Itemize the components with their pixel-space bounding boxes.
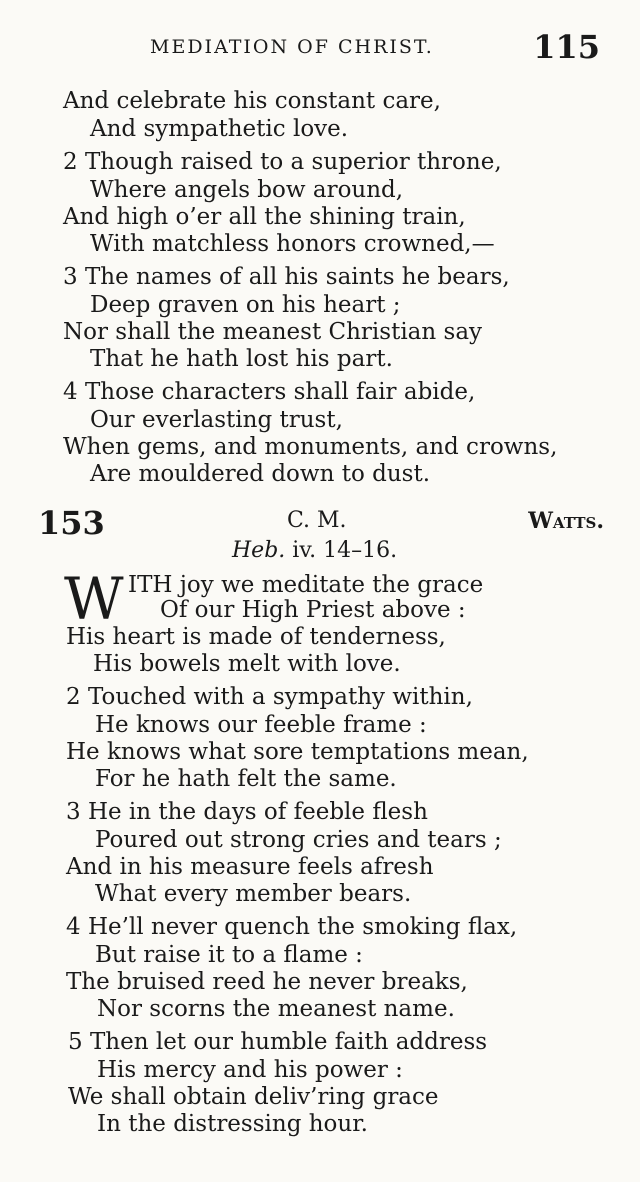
- verse-line: He knows what sore temptations mean,: [66, 739, 529, 765]
- verse-line: He knows our feeble frame :: [95, 712, 427, 738]
- verse-line: His mercy and his power :: [97, 1057, 403, 1083]
- verse-line: His bowels melt with love.: [93, 651, 401, 677]
- first-line-text: joy we meditate the grace: [179, 572, 484, 598]
- verse-line: And celebrate his constant care,: [63, 88, 441, 114]
- running-title: MEDIATION OF CHRIST.: [150, 36, 434, 58]
- verse-line: Where angels bow around,: [90, 177, 404, 203]
- verse-line: And sympathetic love.: [90, 116, 349, 142]
- hymn-meter: C. M.: [287, 508, 347, 533]
- verse-line: For he hath felt the same.: [95, 766, 397, 792]
- verse-line: What every member bears.: [95, 881, 412, 907]
- verse-line: Poured out strong cries and tears ;: [95, 827, 502, 853]
- verse-line: Deep graven on his heart ;: [90, 292, 401, 318]
- hymn-author: Watts.: [528, 508, 604, 534]
- verse-line: Nor shall the meanest Christian say: [63, 319, 483, 345]
- scripture-book: Heb.: [232, 538, 286, 563]
- verse-line: Our everlasting trust,: [90, 407, 343, 433]
- page-number: 115: [533, 28, 600, 66]
- verse-line: Of our High Priest above :: [160, 597, 466, 623]
- verse-line: That he hath lost his part.: [90, 346, 393, 372]
- verse-line: Nor scorns the meanest name.: [97, 996, 455, 1022]
- verse-line: 4 He’ll never quench the smoking flax,: [66, 914, 518, 940]
- first-line-caps: ITH: [128, 572, 173, 598]
- verse-line: In the distressing hour.: [97, 1111, 368, 1137]
- verse-line: 3 The names of all his saints he bears,: [63, 264, 510, 290]
- drop-cap: W: [64, 565, 124, 633]
- verse-line: Are mouldered down to dust.: [90, 461, 431, 487]
- verse-line: And in his measure feels afresh: [66, 854, 434, 880]
- verse-line: 5 Then let our humble faith address: [68, 1029, 488, 1055]
- verse-line: And high o’er all the shining train,: [63, 204, 466, 230]
- verse-line: With matchless honors crowned,—: [90, 231, 495, 257]
- first-line: [128, 572, 483, 598]
- hymn-number: 153: [38, 504, 105, 542]
- verse-line: 2 Touched with a sympathy within,: [66, 684, 473, 710]
- verse-line: 4 Those characters shall fair abide,: [63, 379, 476, 405]
- verse-line: We shall obtain deliv’ring grace: [68, 1084, 439, 1110]
- verse-line: 2 Though raised to a superior throne,: [63, 149, 502, 175]
- verse-line: The bruised reed he never breaks,: [66, 969, 468, 995]
- scripture-reference: [232, 538, 397, 563]
- verse-line: His heart is made of tenderness,: [66, 624, 446, 650]
- verse-line: 3 He in the days of feeble flesh: [66, 799, 428, 825]
- verse-line: But raise it to a flame :: [95, 942, 363, 968]
- verse-line: When gems, and monuments, and crowns,: [63, 434, 558, 460]
- scripture-verses: iv. 14–16.: [292, 538, 398, 563]
